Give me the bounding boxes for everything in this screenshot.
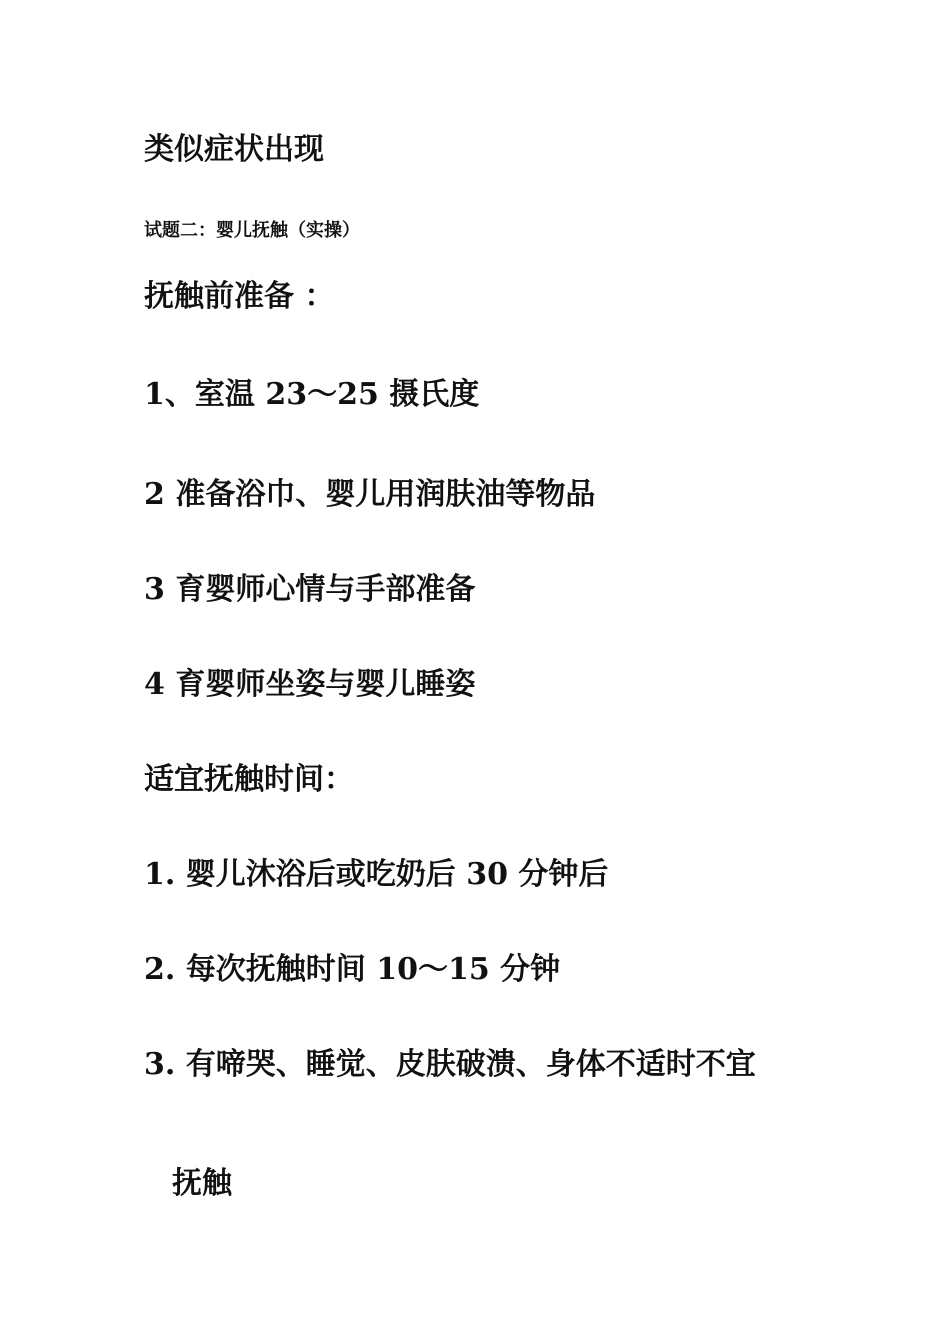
list-item-posture: 4 育婴师坐姿与婴儿睡姿 — [144, 667, 476, 702]
section-heading-timing: 适宜抚触时间： — [144, 762, 354, 797]
list-item-supplies: 2 准备浴巾、婴儿用润肤油等物品 — [144, 477, 596, 512]
section-heading-preparation: 抚触前准备 ： — [144, 279, 335, 314]
list-item-after-bath: 1. 婴儿沐浴后或吃奶后 30 分钟后 — [144, 857, 609, 892]
list-item-unsuitable-continued: 抚触 — [172, 1166, 232, 1201]
list-item-duration: 2. 每次抚触时间 10～15 分钟 — [144, 952, 561, 987]
list-item-room-temperature: 1、室温 23～25 摄氏度 — [144, 377, 480, 412]
list-item-mood-hands: 3 育婴师心情与手部准备 — [144, 572, 476, 607]
text-line-symptoms: 类似症状出现 — [144, 132, 324, 167]
exam-question-heading: 试题二：婴儿抚触（实操） — [144, 220, 360, 241]
list-item-unsuitable: 3. 有啼哭、睡觉、皮肤破溃、身体不适时不宜 — [144, 1047, 756, 1082]
